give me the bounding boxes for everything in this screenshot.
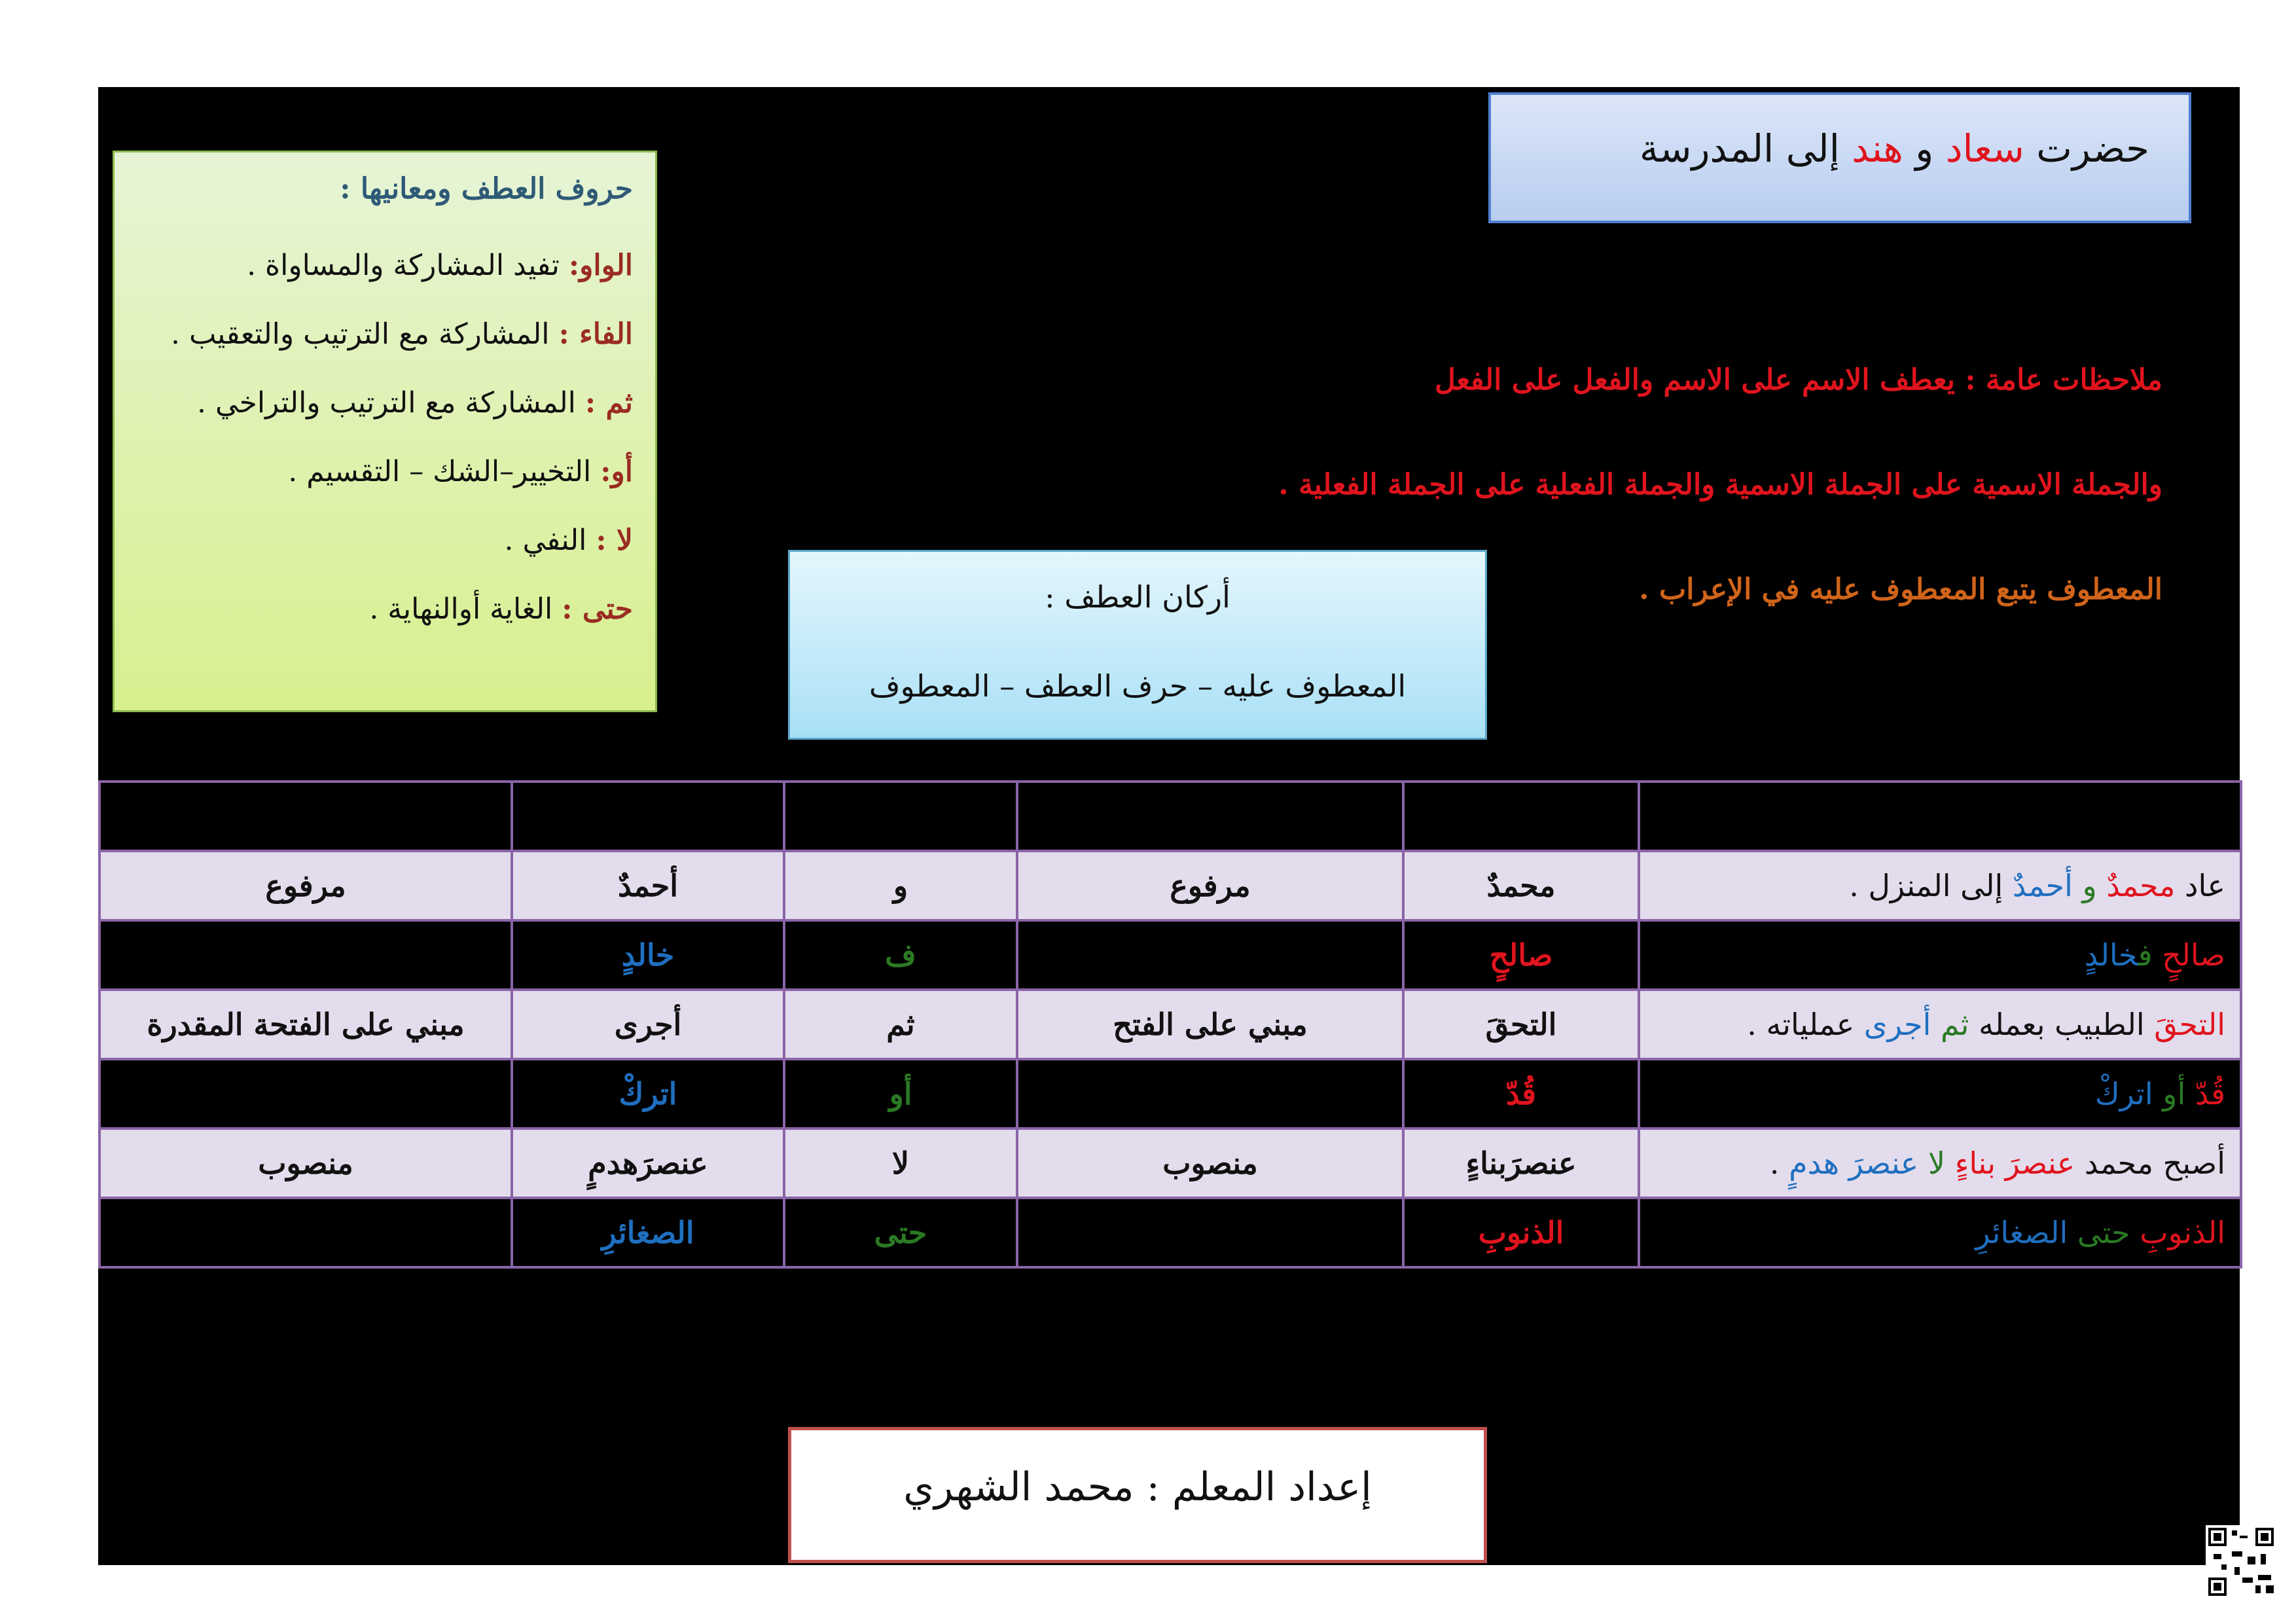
harf-cell: و xyxy=(784,851,1017,920)
i3rab-1-cell xyxy=(1017,920,1403,990)
harf-cell: حتى xyxy=(784,1198,1017,1267)
note-line-2: والجملة الاسمية على الجملة الاسمية والجملة الفعلية على الجملة الفعلية . xyxy=(1278,468,2162,501)
ma3touf-cell: عنصرَهدمٍ xyxy=(512,1128,784,1198)
sentence-segment: الصغائرِ xyxy=(1975,1215,2077,1250)
i3rab-2-cell: مبني على الفتحة المقدرة xyxy=(99,990,512,1059)
meaning-item: لا : النفي . xyxy=(504,524,633,557)
sentence-cell xyxy=(1639,851,2241,920)
sentence-segment: صالحٍ xyxy=(2162,937,2225,973)
title-name-2: هند xyxy=(1852,126,1903,171)
sentence-segment: عنصرَ بناءٍ xyxy=(1954,1146,2075,1181)
sentence-segment: أجرى xyxy=(1863,1007,1941,1042)
i3rab-1-cell xyxy=(1017,1198,1403,1267)
sentence-segment: محمدٌ xyxy=(2106,868,2176,903)
sentence-segment: عنصرَ هدمٍ xyxy=(1789,1146,1928,1181)
ma3touf-cell: أحمدٌ xyxy=(512,851,784,920)
sentence-segment: ثم xyxy=(1941,1007,1969,1042)
sentence-segment: لا xyxy=(1928,1146,1955,1181)
title-name-1: سعاد xyxy=(1945,126,2024,171)
sentence-segment: عملياته . xyxy=(1747,1007,1864,1042)
sentence-segment: و xyxy=(2072,868,2107,903)
meaning-item: ثم : المشاركة مع الترتيب والتراخي . xyxy=(197,386,633,420)
sentence-segment: حتى xyxy=(2077,1215,2140,1250)
harf-cell: لا xyxy=(784,1128,1017,1198)
sentence-cell xyxy=(1639,1198,2241,1267)
meaning-item: الفاء : المشاركة مع الترتيب والتعقيب . xyxy=(170,317,633,351)
note-line-1: ملاحظات عامة : يعطف الاسم على الاسم والفعل على الفعل xyxy=(1434,363,2162,397)
sentence-segment: الذنوبِ xyxy=(2140,1215,2225,1250)
header-cell xyxy=(1403,782,1639,851)
title-text-part2: إلى المدرسة xyxy=(1639,126,1840,171)
meaning-item: حتى : الغاية أوالنهاية . xyxy=(369,592,633,626)
ma3touf-cell: خالدٍ xyxy=(512,920,784,990)
meaning-item: أو: التخيير–الشك – التقسيم . xyxy=(288,455,633,488)
ma3touf-alayh-cell: عنصرَبناءٍ xyxy=(1403,1128,1639,1198)
harf-cell: ثم xyxy=(784,990,1017,1059)
header-cell xyxy=(1017,782,1403,851)
i3rab-2-cell xyxy=(99,1059,512,1128)
header-cell xyxy=(784,782,1017,851)
i3rab-1-cell: منصوب xyxy=(1017,1128,1403,1198)
conjunction-meanings-box xyxy=(113,151,657,712)
sentence-cell xyxy=(1639,1128,2241,1198)
i3rab-2-cell xyxy=(99,1198,512,1267)
title-text-part1: حضرت xyxy=(2036,126,2149,171)
sentence-segment: اتركْ xyxy=(2094,1076,2163,1111)
sentence-segment: الطبيب بعمله xyxy=(1969,1007,2155,1042)
sentence-segment: عاد xyxy=(2175,868,2225,903)
sentence-segment: التحقَ xyxy=(2154,1007,2225,1042)
note-line-3: المعطوف يتبع المعطوف عليه في الإعراب . xyxy=(1639,573,2162,606)
analysis-table xyxy=(98,780,2242,1269)
ma3touf-cell: اتركْ xyxy=(512,1059,784,1128)
ma3touf-alayh-cell: قُدّ xyxy=(1403,1059,1639,1128)
pillars-items: المعطوف عليه – حرف العطف – المعطوف xyxy=(869,668,1407,704)
table-row xyxy=(99,851,2241,920)
table-header-row xyxy=(99,782,2241,851)
pillars-box xyxy=(788,550,1487,740)
i3rab-2-cell: مرفوع xyxy=(99,851,512,920)
ma3touf-cell: أجرى xyxy=(512,990,784,1059)
sentence-segment: خالدٍ xyxy=(2084,937,2138,973)
i3rab-1-cell: مبني على الفتح xyxy=(1017,990,1403,1059)
sentence-segment: أصبح محمد xyxy=(2075,1146,2225,1181)
i3rab-2-cell xyxy=(99,920,512,990)
i3rab-1-cell: مرفوع xyxy=(1017,851,1403,920)
i3rab-1-cell xyxy=(1017,1059,1403,1128)
author-credit: إعداد المعلم : محمد الشهري xyxy=(788,1427,1487,1563)
pillars-heading: أركان العطف : xyxy=(1045,579,1230,615)
table-row xyxy=(99,920,2241,990)
sentence-cell xyxy=(1639,990,2241,1059)
table-row xyxy=(99,1128,2241,1198)
sentence-segment xyxy=(2185,1076,2195,1111)
qr-code-icon xyxy=(2206,1525,2276,1598)
i3rab-2-cell: منصوب xyxy=(99,1128,512,1198)
sentence-cell xyxy=(1639,920,2241,990)
sentence-cell xyxy=(1639,1059,2241,1128)
table-row xyxy=(99,990,2241,1059)
example-sentence-box xyxy=(1488,92,2191,223)
ma3touf-alayh-cell: الذنوبِ xyxy=(1403,1198,1639,1267)
meaning-item: الواو: تفيد المشاركة والمساواة . xyxy=(247,249,633,282)
sentence-segment: إلى المنزل . xyxy=(1849,868,2013,903)
sentence-segment: ف xyxy=(2138,937,2162,973)
meanings-heading: حروف العطف ومعانيها : xyxy=(340,172,633,206)
ma3touf-alayh-cell: صالحٍ xyxy=(1403,920,1639,990)
ma3touf-alayh-cell: محمدٌ xyxy=(1403,851,1639,920)
harf-cell: ف xyxy=(784,920,1017,990)
sentence-segment: قُدّ xyxy=(2195,1076,2225,1111)
header-cell xyxy=(99,782,512,851)
table-row xyxy=(99,1059,2241,1128)
sentence-segment: أحمدٌ xyxy=(2012,868,2073,903)
header-cell xyxy=(512,782,784,851)
header-cell xyxy=(1639,782,2241,851)
table-row xyxy=(99,1198,2241,1267)
harf-cell: أو xyxy=(784,1059,1017,1128)
title-conjunction: و xyxy=(1915,126,1934,171)
ma3touf-alayh-cell: التحقَ xyxy=(1403,990,1639,1059)
sentence-segment: . xyxy=(1769,1146,1789,1181)
sentence-segment: أو xyxy=(2162,1076,2186,1111)
ma3touf-cell: الصغائرِ xyxy=(512,1198,784,1267)
